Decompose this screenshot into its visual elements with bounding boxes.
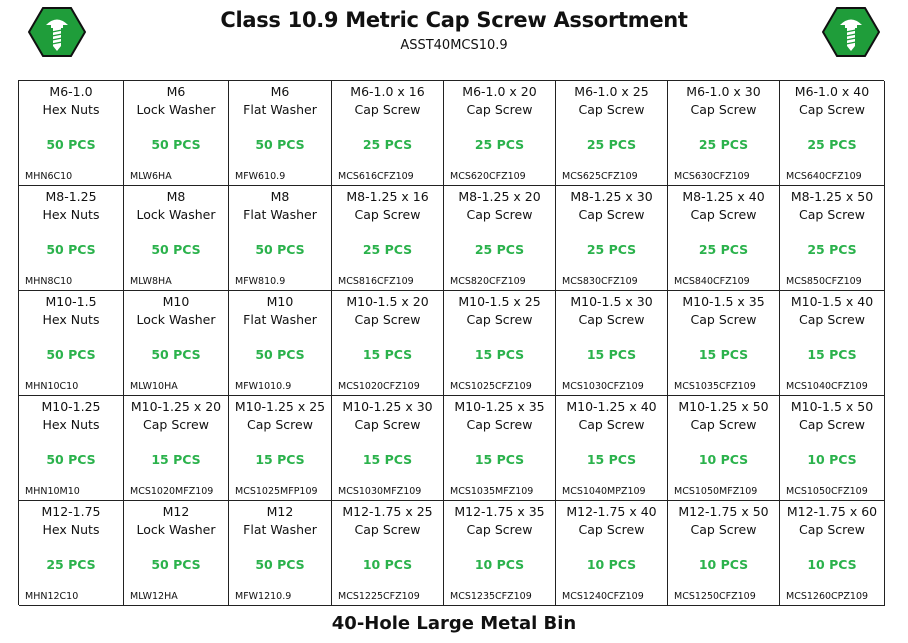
bin-size-label: M10 [266, 294, 294, 309]
bin-quantity: 10 PCS [362, 557, 413, 572]
bin-cell [19, 501, 124, 606]
bin-part-number: MCS1030CFZ109 [562, 381, 644, 392]
bin-quantity: 15 PCS [255, 452, 305, 467]
bin-type-label: Flat Washer [243, 207, 317, 222]
bin-size-label: M8-1.25 x 20 [458, 189, 541, 204]
bin-part-number: MHN10C10 [25, 381, 79, 392]
bin-cell [444, 501, 556, 606]
bin-quantity: 15 PCS [586, 347, 637, 362]
bin-part-number: MCS1020MFZ109 [130, 486, 214, 497]
bin-type-label: Lock Washer [136, 207, 216, 222]
bin-size-label: M10-1.5 x 25 [458, 294, 541, 309]
bin-quantity: 50 PCS [46, 347, 96, 362]
bin-type-label: Cap Screw [690, 312, 757, 327]
bin-cell [332, 81, 444, 186]
bin-type-label: Flat Washer [243, 312, 317, 327]
bin-cell [556, 81, 668, 186]
bin-quantity: 25 PCS [362, 137, 413, 152]
bin-size-label: M10-1.25 x 35 [454, 399, 545, 414]
bin-type-label: Cap Screw [690, 417, 757, 432]
bin-type-label: Cap Screw [690, 522, 757, 537]
bin-cell [229, 501, 332, 606]
bin-quantity: 10 PCS [807, 557, 857, 572]
bin-cell [780, 396, 885, 501]
bin-cell [556, 186, 668, 291]
bin-type-label: Cap Screw [578, 522, 645, 537]
bin-type-label: Flat Washer [243, 522, 317, 537]
bin-part-number: MCS620CFZ109 [450, 171, 526, 182]
bin-part-number: MCS1035MFZ109 [450, 486, 534, 497]
bin-cell [668, 291, 780, 396]
bin-part-number: MFW1210.9 [235, 591, 292, 602]
bin-part-number: MCS640CFZ109 [786, 171, 862, 182]
bin-type-label: Cap Screw [466, 522, 533, 537]
bin-size-label: M8 [270, 189, 290, 204]
bin-cell [124, 186, 229, 291]
bin-cell [780, 291, 885, 396]
bin-size-label: M6-1.0 x 20 [462, 84, 537, 99]
bin-type-label: Cap Screw [466, 102, 533, 117]
bin-size-label: M10-1.25 [41, 399, 101, 414]
bin-type-label: Cap Screw [354, 102, 421, 117]
bin-size-label: M10-1.25 x 20 [130, 399, 222, 414]
bin-quantity: 15 PCS [474, 452, 525, 467]
bin-type-label: Hex Nuts [42, 417, 100, 432]
bin-cell [556, 291, 668, 396]
bin-cell [19, 186, 124, 291]
bin-part-number: MLW12HA [130, 591, 178, 602]
bin-size-label: M8-1.25 x 30 [570, 189, 653, 204]
bin-quantity: 10 PCS [807, 452, 857, 467]
bin-quantity: 50 PCS [151, 347, 201, 362]
bin-size-label: M10-1.25 x 30 [342, 399, 433, 414]
bin-quantity: 25 PCS [46, 557, 96, 572]
bin-quantity: 10 PCS [586, 557, 637, 572]
bin-cell [668, 81, 780, 186]
bin-quantity: 50 PCS [255, 137, 305, 152]
bin-type-label: Lock Washer [136, 102, 216, 117]
bin-part-number: MCS1250CFZ109 [674, 591, 756, 602]
bin-size-label: M10-1.25 x 40 [566, 399, 657, 414]
bin-size-label: M8-1.25 x 50 [790, 189, 874, 204]
bin-part-number: MCS1050MFZ109 [674, 486, 758, 497]
bin-cell [332, 396, 444, 501]
bin-part-number: MCS1040MPZ109 [562, 486, 646, 497]
bin-quantity: 25 PCS [362, 242, 413, 257]
bin-size-label: M12-1.75 x 25 [342, 504, 433, 519]
bin-size-label: M6-1.0 x 16 [350, 84, 425, 99]
bin-part-number: MCS1035CFZ109 [674, 381, 756, 392]
bin-type-label: Cap Screw [799, 417, 865, 432]
bin-type-label: Hex Nuts [42, 102, 100, 117]
bin-cell [124, 81, 229, 186]
bin-quantity: 50 PCS [151, 137, 201, 152]
bin-quantity: 15 PCS [586, 452, 637, 467]
bin-type-label: Cap Screw [466, 312, 533, 327]
bin-part-number: MCS1240CFZ109 [562, 591, 644, 602]
bin-quantity: 50 PCS [151, 557, 201, 572]
bin-part-number: MCS1030MFZ109 [338, 486, 422, 497]
bin-cell [332, 291, 444, 396]
bin-cell [668, 396, 780, 501]
bin-quantity: 50 PCS [46, 137, 96, 152]
bin-size-label: M8-1.25 [45, 189, 97, 204]
bin-type-label: Cap Screw [690, 207, 757, 222]
bin-quantity: 15 PCS [807, 347, 857, 362]
bin-cell [332, 501, 444, 606]
bin-part-number: MHN12C10 [25, 591, 79, 602]
bin-type-label: Cap Screw [690, 102, 757, 117]
bin-type-label: Cap Screw [799, 522, 865, 537]
bin-size-label: M12 [162, 504, 190, 519]
bin-cell [556, 396, 668, 501]
bin-size-label: M12-1.75 x 60 [786, 504, 878, 519]
bin-part-number: MFW810.9 [235, 276, 286, 287]
bin-type-label: Cap Screw [354, 312, 421, 327]
bin-type-label: Cap Screw [354, 207, 421, 222]
bin-cell [229, 396, 332, 501]
bin-cell [444, 186, 556, 291]
bin-size-label: M6 [270, 84, 290, 99]
bin-part-number: MCS1235CFZ109 [450, 591, 532, 602]
bin-quantity: 50 PCS [46, 452, 96, 467]
bin-size-label: M8 [166, 189, 186, 204]
bin-cell [229, 186, 332, 291]
bin-part-number: MCS1020CFZ109 [338, 381, 420, 392]
bin-quantity: 25 PCS [474, 242, 525, 257]
bin-cell [668, 501, 780, 606]
page-title: Class 10.9 Metric Cap Screw Assortment [220, 8, 688, 32]
bin-part-number: MHN6C10 [25, 171, 73, 182]
bin-quantity: 50 PCS [255, 557, 305, 572]
bin-quantity: 25 PCS [698, 137, 749, 152]
bin-type-label: Lock Washer [136, 522, 216, 537]
bin-quantity: 50 PCS [46, 242, 96, 257]
bin-quantity: 15 PCS [362, 452, 413, 467]
bin-type-label: Cap Screw [578, 417, 645, 432]
bin-size-label: M10 [162, 294, 190, 309]
bin-part-number: MCS1025CFZ109 [450, 381, 532, 392]
bin-type-label: Cap Screw [354, 522, 421, 537]
bin-size-label: M10-1.5 x 40 [790, 294, 874, 309]
bin-type-label: Cap Screw [578, 207, 645, 222]
bin-part-number: MCS820CFZ109 [450, 276, 526, 287]
bin-part-number: MHN8C10 [25, 276, 73, 287]
bin-cell [668, 186, 780, 291]
bin-part-number: MCS1260CPZ109 [786, 591, 869, 602]
bin-cell [780, 501, 885, 606]
bin-size-label: M10-1.5 x 50 [790, 399, 874, 414]
bin-type-label: Cap Screw [578, 102, 645, 117]
bin-type-label: Cap Screw [466, 417, 533, 432]
bin-quantity: 50 PCS [255, 347, 305, 362]
bin-size-label: M6-1.0 x 30 [686, 84, 761, 99]
bin-quantity: 10 PCS [698, 557, 749, 572]
bin-size-label: M10-1.5 x 20 [346, 294, 429, 309]
bin-cell [556, 501, 668, 606]
assortment-part-number: ASST40MCS10.9 [400, 38, 508, 53]
bin-part-number: MCS630CFZ109 [674, 171, 750, 182]
bin-size-label: M12-1.75 x 50 [678, 504, 769, 519]
bin-quantity: 15 PCS [151, 452, 201, 467]
bin-size-label: M6-1.0 [49, 84, 93, 99]
bin-type-label: Hex Nuts [42, 207, 100, 222]
bin-size-label: M10-1.5 x 30 [570, 294, 653, 309]
bin-type-label: Cap Screw [466, 207, 533, 222]
bin-cell [229, 81, 332, 186]
bin-cell [780, 81, 885, 186]
bin-size-label: M12-1.75 [41, 504, 101, 519]
bin-part-number: MCS1225CFZ109 [338, 591, 420, 602]
bin-part-number: MCS1040CFZ109 [786, 381, 868, 392]
bin-quantity: 15 PCS [474, 347, 525, 362]
bin-part-number: MCS1050CFZ109 [786, 486, 868, 497]
bin-size-label: M10-1.25 x 50 [678, 399, 769, 414]
bin-quantity: 10 PCS [698, 452, 749, 467]
bin-size-label: M12-1.75 x 40 [566, 504, 657, 519]
bin-cell [124, 396, 229, 501]
bin-quantity: 15 PCS [698, 347, 749, 362]
bin-grid [18, 80, 884, 605]
bin-size-label: M12-1.75 x 35 [454, 504, 545, 519]
bin-quantity: 25 PCS [474, 137, 525, 152]
bin-quantity: 25 PCS [698, 242, 749, 257]
bin-size-label: M10-1.5 [45, 294, 97, 309]
bin-size-label: M10-1.25 x 25 [234, 399, 326, 414]
bin-cell [444, 396, 556, 501]
bin-type-label: Cap Screw [799, 207, 865, 222]
bin-cell [229, 291, 332, 396]
bin-size-label: M6-1.0 x 25 [574, 84, 649, 99]
bin-part-number: MCS830CFZ109 [562, 276, 638, 287]
bin-part-number: MCS850CFZ109 [786, 276, 862, 287]
bin-cell [444, 291, 556, 396]
bin-type-label: Cap Screw [143, 417, 209, 432]
bin-cell [19, 396, 124, 501]
bin-size-label: M10-1.5 x 35 [682, 294, 765, 309]
bin-type-label: Flat Washer [243, 102, 317, 117]
bin-caption: 40-Hole Large Metal Bin [331, 613, 577, 634]
bin-size-label: M8-1.25 x 40 [682, 189, 765, 204]
bin-quantity: 25 PCS [807, 242, 857, 257]
bin-type-label: Hex Nuts [42, 522, 100, 537]
bin-cell [332, 186, 444, 291]
bin-cell [124, 291, 229, 396]
bin-type-label: Cap Screw [354, 417, 421, 432]
bin-part-number: MCS840CFZ109 [674, 276, 750, 287]
bin-size-label: M8-1.25 x 16 [346, 189, 429, 204]
bin-cell [124, 501, 229, 606]
bin-type-label: Cap Screw [247, 417, 313, 432]
bin-part-number: MFW1010.9 [235, 381, 292, 392]
bin-part-number: MLW10HA [130, 381, 178, 392]
bin-part-number: MCS816CFZ109 [338, 276, 414, 287]
bin-part-number: MCS616CFZ109 [338, 171, 414, 182]
bin-cell [780, 186, 885, 291]
bin-part-number: MFW610.9 [235, 171, 286, 182]
bin-quantity: 50 PCS [255, 242, 305, 257]
bin-part-number: MCS625CFZ109 [562, 171, 638, 182]
bin-type-label: Lock Washer [136, 312, 216, 327]
bin-quantity: 15 PCS [362, 347, 413, 362]
bin-cell [444, 81, 556, 186]
bin-quantity: 50 PCS [151, 242, 201, 257]
bin-cell [19, 291, 124, 396]
bin-type-label: Cap Screw [799, 102, 865, 117]
bin-part-number: MLW6HA [130, 171, 172, 182]
bin-part-number: MHN10M10 [25, 486, 80, 497]
bin-part-number: MCS1025MFP109 [235, 486, 318, 497]
bin-cell [19, 81, 124, 186]
bin-type-label: Cap Screw [799, 312, 865, 327]
bin-quantity: 25 PCS [586, 137, 637, 152]
bin-size-label: M12 [266, 504, 294, 519]
bin-quantity: 10 PCS [474, 557, 525, 572]
bin-quantity: 25 PCS [807, 137, 857, 152]
bin-size-label: M6 [166, 84, 186, 99]
bin-size-label: M6-1.0 x 40 [794, 84, 870, 99]
bin-quantity: 25 PCS [586, 242, 637, 257]
bin-type-label: Hex Nuts [42, 312, 100, 327]
bin-type-label: Cap Screw [578, 312, 645, 327]
bin-part-number: MLW8HA [130, 276, 172, 287]
